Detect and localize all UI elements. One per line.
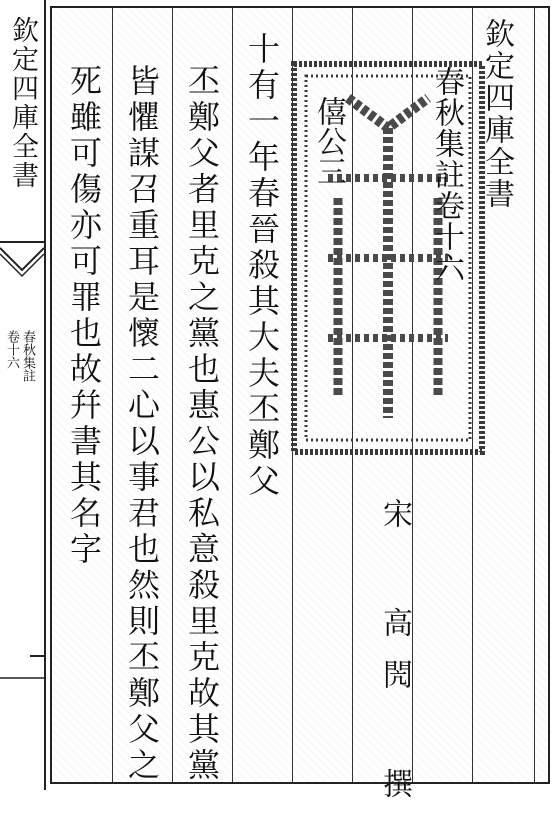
text-column: 死雖可傷亦可罪也故幷書其名字 [65, 64, 103, 568]
book-title: 春秋集註卷十六 [429, 66, 464, 283]
section-title: 僖公三 [311, 96, 346, 186]
column-rule [534, 8, 535, 782]
margin-title: 欽定四庫全書 [7, 16, 38, 190]
margin-volume: 卷十六 [4, 330, 19, 369]
text-column: 皆懼謀召重耳是懷二心以事君也然則丕鄭父之 [123, 64, 161, 784]
column-rule [112, 8, 113, 782]
margin-bottom-mark-icon [0, 652, 44, 692]
margin-band [0, 0, 46, 790]
seal-legend: 自得 [387, 298, 389, 299]
header-title: 欽定四庫全書 [479, 18, 514, 210]
text-column: 丕鄭父者里克之黨也惠公以私意殺里克故其黨 [183, 64, 221, 784]
author-line: 宋 高閌 撰 [377, 498, 412, 820]
column-rule [172, 8, 173, 782]
margin-book-title: 春秋集註 [20, 330, 35, 382]
column-rule [232, 8, 233, 782]
fishtail-mark-icon [0, 240, 44, 280]
text-column: 十有一年春晉殺其大夫丕鄭父 [243, 32, 281, 500]
text-panel [50, 6, 550, 820]
